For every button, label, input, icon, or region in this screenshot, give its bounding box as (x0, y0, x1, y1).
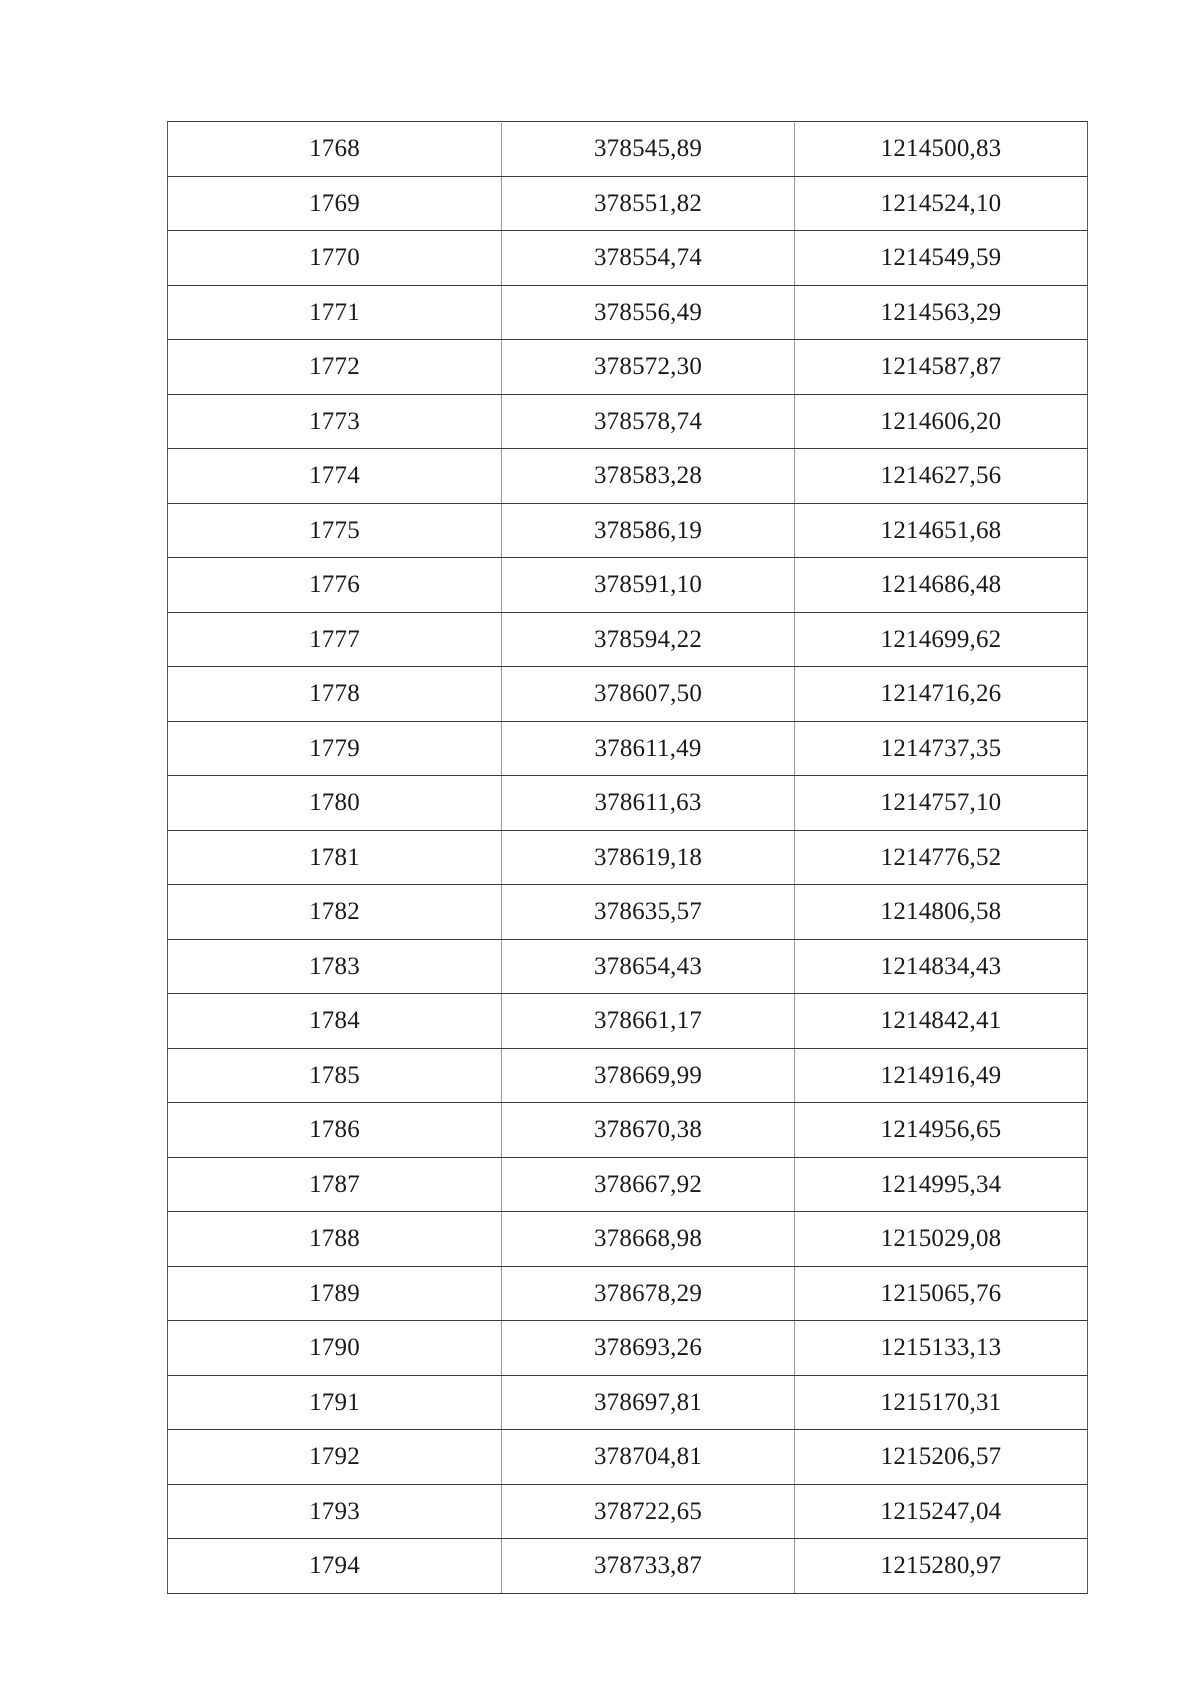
point-number-cell: 1791 (168, 1375, 502, 1430)
table-row (168, 994, 1088, 1049)
point-number-cell: 1778 (168, 667, 502, 722)
point-number-cell: 1789 (168, 1266, 502, 1321)
point-number-cell: 1776 (168, 558, 502, 613)
x-coordinate-cell: 378619,18 (502, 830, 795, 885)
x-coordinate-cell: 378733,87 (502, 1539, 795, 1594)
y-coordinate-cell: 1214500,83 (795, 122, 1088, 177)
x-coordinate-cell: 378586,19 (502, 503, 795, 558)
y-coordinate-cell: 1214563,29 (795, 285, 1088, 340)
y-coordinate-cell: 1214842,41 (795, 994, 1088, 1049)
y-coordinate-cell: 1214834,43 (795, 939, 1088, 994)
table-row (168, 1539, 1088, 1594)
x-coordinate-cell: 378556,49 (502, 285, 795, 340)
x-coordinate-cell: 378607,50 (502, 667, 795, 722)
y-coordinate-cell: 1214956,65 (795, 1103, 1088, 1158)
table-row (168, 612, 1088, 667)
x-coordinate-cell: 378678,29 (502, 1266, 795, 1321)
point-number-cell: 1771 (168, 285, 502, 340)
y-coordinate-cell: 1215170,31 (795, 1375, 1088, 1430)
x-coordinate-cell: 378667,92 (502, 1157, 795, 1212)
table-row (168, 1266, 1088, 1321)
table-row (168, 830, 1088, 885)
y-coordinate-cell: 1214549,59 (795, 231, 1088, 286)
point-number-cell: 1782 (168, 885, 502, 940)
table-row (168, 449, 1088, 504)
table-row (168, 231, 1088, 286)
x-coordinate-cell: 378572,30 (502, 340, 795, 395)
point-number-cell: 1769 (168, 176, 502, 231)
y-coordinate-cell: 1214776,52 (795, 830, 1088, 885)
point-number-cell: 1792 (168, 1430, 502, 1485)
table-row (168, 394, 1088, 449)
y-coordinate-cell: 1214806,58 (795, 885, 1088, 940)
x-coordinate-cell: 378583,28 (502, 449, 795, 504)
x-coordinate-cell: 378611,49 (502, 721, 795, 776)
table-row (168, 122, 1088, 177)
point-number-cell: 1785 (168, 1048, 502, 1103)
x-coordinate-cell: 378722,65 (502, 1484, 795, 1539)
point-number-cell: 1781 (168, 830, 502, 885)
y-coordinate-cell: 1215065,76 (795, 1266, 1088, 1321)
x-coordinate-cell: 378611,63 (502, 776, 795, 831)
table-row (168, 558, 1088, 613)
table-row (168, 667, 1088, 722)
y-coordinate-cell: 1214587,87 (795, 340, 1088, 395)
x-coordinate-cell: 378551,82 (502, 176, 795, 231)
point-number-cell: 1775 (168, 503, 502, 558)
table-row (168, 285, 1088, 340)
table-row (168, 1157, 1088, 1212)
x-coordinate-cell: 378554,74 (502, 231, 795, 286)
point-number-cell: 1788 (168, 1212, 502, 1267)
y-coordinate-cell: 1214916,49 (795, 1048, 1088, 1103)
point-number-cell: 1773 (168, 394, 502, 449)
x-coordinate-cell: 378545,89 (502, 122, 795, 177)
table-row (168, 1048, 1088, 1103)
point-number-cell: 1794 (168, 1539, 502, 1594)
y-coordinate-cell: 1214524,10 (795, 176, 1088, 231)
point-number-cell: 1777 (168, 612, 502, 667)
point-number-cell: 1793 (168, 1484, 502, 1539)
x-coordinate-cell: 378693,26 (502, 1321, 795, 1376)
point-number-cell: 1786 (168, 1103, 502, 1158)
point-number-cell: 1770 (168, 231, 502, 286)
table-row (168, 939, 1088, 994)
table-row (168, 1375, 1088, 1430)
y-coordinate-cell: 1214686,48 (795, 558, 1088, 613)
x-coordinate-cell: 378668,98 (502, 1212, 795, 1267)
coordinates-table-body (168, 122, 1088, 1594)
point-number-cell: 1768 (168, 122, 502, 177)
point-number-cell: 1779 (168, 721, 502, 776)
x-coordinate-cell: 378704,81 (502, 1430, 795, 1485)
x-coordinate-cell: 378578,74 (502, 394, 795, 449)
x-coordinate-cell: 378594,22 (502, 612, 795, 667)
y-coordinate-cell: 1215280,97 (795, 1539, 1088, 1594)
point-number-cell: 1772 (168, 340, 502, 395)
x-coordinate-cell: 378635,57 (502, 885, 795, 940)
y-coordinate-cell: 1214995,34 (795, 1157, 1088, 1212)
x-coordinate-cell: 378669,99 (502, 1048, 795, 1103)
y-coordinate-cell: 1215133,13 (795, 1321, 1088, 1376)
x-coordinate-cell: 378697,81 (502, 1375, 795, 1430)
y-coordinate-cell: 1214651,68 (795, 503, 1088, 558)
point-number-cell: 1783 (168, 939, 502, 994)
y-coordinate-cell: 1215206,57 (795, 1430, 1088, 1485)
table-row (168, 721, 1088, 776)
y-coordinate-cell: 1214737,35 (795, 721, 1088, 776)
y-coordinate-cell: 1214699,62 (795, 612, 1088, 667)
y-coordinate-cell: 1215247,04 (795, 1484, 1088, 1539)
point-number-cell: 1774 (168, 449, 502, 504)
table-row (168, 176, 1088, 231)
table-row (168, 885, 1088, 940)
x-coordinate-cell: 378670,38 (502, 1103, 795, 1158)
point-number-cell: 1784 (168, 994, 502, 1049)
x-coordinate-cell: 378654,43 (502, 939, 795, 994)
y-coordinate-cell: 1214716,26 (795, 667, 1088, 722)
point-number-cell: 1790 (168, 1321, 502, 1376)
table-row (168, 503, 1088, 558)
y-coordinate-cell: 1214757,10 (795, 776, 1088, 831)
point-number-cell: 1780 (168, 776, 502, 831)
table-row (168, 776, 1088, 831)
table-row (168, 1430, 1088, 1485)
table-row (168, 1103, 1088, 1158)
x-coordinate-cell: 378661,17 (502, 994, 795, 1049)
x-coordinate-cell: 378591,10 (502, 558, 795, 613)
table-row (168, 1484, 1088, 1539)
table-row (168, 1321, 1088, 1376)
y-coordinate-cell: 1214606,20 (795, 394, 1088, 449)
y-coordinate-cell: 1215029,08 (795, 1212, 1088, 1267)
y-coordinate-cell: 1214627,56 (795, 449, 1088, 504)
table-row (168, 1212, 1088, 1267)
point-number-cell: 1787 (168, 1157, 502, 1212)
coordinates-table (167, 121, 1088, 1594)
table-row (168, 340, 1088, 395)
